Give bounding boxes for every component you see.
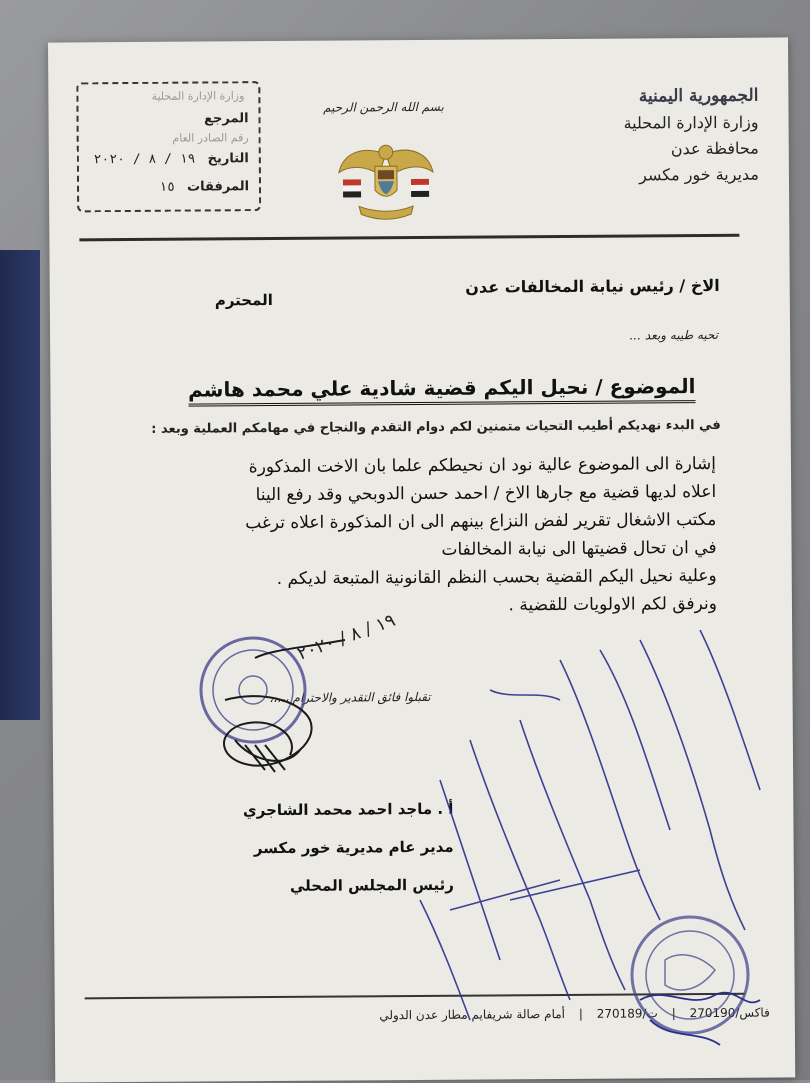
attachments-label: المرفقات [187,179,250,195]
signatory-council: رئيس المجلس المحلي [289,875,454,895]
ref-faint-header: وزارة الإدارة المحلية [151,89,245,103]
date-value: ١٩ / ٨ / ٢٠٢٠ [93,151,196,168]
footer-address: أمام صالة شريفايم مطار عدن الدولي [379,1006,566,1023]
signature-block [243,790,454,905]
background-blue-fabric [0,250,40,720]
subject-line: الموضوع / نحيل اليكم قضية شادية علي محمد هاشم [188,374,696,407]
ref-label: المرجع [204,111,249,127]
handwritten-date-icon: ١٩ / ٨ / ٢٠٢٠ [294,609,399,665]
footer-fax: فاكس/270190 [689,1005,770,1021]
letterhead-republic: الجمهورية اليمنية [638,85,759,107]
footer-phone: ت/270189 [596,1006,658,1021]
signatory-name: أ . ماجد احمد محمد الشاجري [242,799,454,820]
letterhead-directorate: مديرية خور مكسر [639,164,760,185]
header-divider [79,234,739,242]
letter-page [48,37,795,1082]
ref-row-attachments [89,179,249,195]
body-line: ونرفق لكم الاولويات للقضية . [508,593,718,616]
body-line: وعلية نحيل اليكم القضية بحسب النظم القانونية المتبعة لديكم . [276,565,717,589]
addressee-respected: المحترم [214,291,273,310]
body-line: إشارة الى الموضوع عالية نود ان نحيطكم علما بان الاخت المذكورة [248,453,717,478]
attachments-value: ١٥ [159,179,175,195]
letterhead-governorate: محافظة عدن [670,138,759,159]
basmala: بسم الله الرحمن الرحيم [323,99,444,115]
opening-line: في البدء نهديكم أطيب التحيات متمنين لكم دوام التقدم والنجاح في مهامكم العملية وبعد : [151,417,721,437]
reference-stamp-box [76,81,261,212]
ref-number-label: رقم الصادر العام [172,131,249,145]
yemen-eagle-emblem-icon [331,124,442,235]
footer-divider [85,993,745,1000]
ref-row-date [89,151,249,167]
body-line: مكتب الاشغال تقرير لفض النزاع بينهم الى ان المذكورة اعلاه ترغب [245,509,717,534]
addressee: الاخ / رئيس نيابة المخالفات عدن [465,275,720,297]
closing-line: تقبلوا فائق التقدير والاحترام ،،،،، [269,689,431,706]
ref-row-reference [88,111,248,127]
letterhead-ministry: وزارة الإدارة المحلية [623,112,759,133]
letter-body [116,450,717,622]
body-line: في ان تحال قضيتها الى نيابة المخالفات [441,537,717,560]
ref-row-number [89,131,249,145]
letterhead [548,86,759,189]
signatory-title: مدير عام مديرية خور مكسر [253,837,454,858]
greeting: تحيه طيبه وبعد ... [629,327,719,343]
footer: فاكس/270190 | ت/270189 | أمام صالة شريفايم مطار عدن الدولي [379,1005,770,1023]
body-line: اعلاه لديها قضية مع جارها الاخ / احمد حسن الدوبحي وقد رفع الينا [255,481,717,506]
date-label: التاريخ [207,151,249,167]
